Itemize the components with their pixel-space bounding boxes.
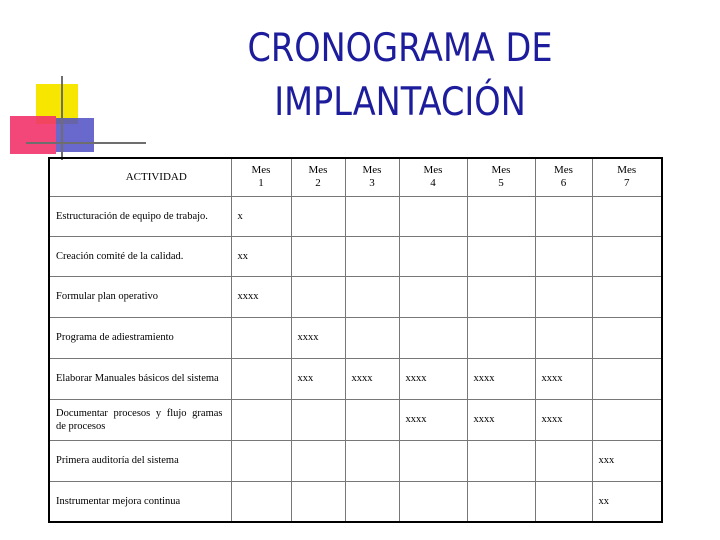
mark-cell xyxy=(231,317,291,358)
activity-cell: Estructuración de equipo de trabajo. xyxy=(49,196,231,236)
month-header-1: Mes 1 xyxy=(231,158,291,196)
mark-cell xyxy=(231,399,291,440)
mark-cell xyxy=(291,440,345,481)
activity-cell: Creación comité de la calidad. xyxy=(49,236,231,276)
month-header-4: Mes 4 xyxy=(399,158,467,196)
mark-cell xyxy=(535,481,592,522)
mark-cell xyxy=(291,236,345,276)
title-line-1: CRONOGRAMA DE xyxy=(247,26,553,71)
table-row xyxy=(49,440,662,481)
activity-cell: Documentar procesos y flujo gramas de procesos xyxy=(49,399,231,440)
activity-cell: Programa de adiestramiento xyxy=(49,317,231,358)
mark-cell: xxxx xyxy=(345,358,399,399)
mark-cell xyxy=(467,481,535,522)
mark-cell xyxy=(535,196,592,236)
mark-cell xyxy=(345,276,399,317)
month-header-5: Mes 5 xyxy=(467,158,535,196)
mark-cell xyxy=(592,276,662,317)
mark-cell: xxxx xyxy=(399,358,467,399)
mark-cell xyxy=(399,440,467,481)
mark-cell: x xyxy=(231,196,291,236)
decor-red-square xyxy=(10,116,56,154)
mark-cell xyxy=(345,399,399,440)
table-row xyxy=(49,399,662,440)
month-header-2: Mes 2 xyxy=(291,158,345,196)
mark-cell xyxy=(399,276,467,317)
month-header-7: Mes 7 xyxy=(592,158,662,196)
mark-cell xyxy=(592,196,662,236)
mark-cell xyxy=(399,317,467,358)
title-line-2: IMPLANTACIÓN xyxy=(274,80,526,125)
mark-cell xyxy=(231,358,291,399)
mark-cell xyxy=(345,196,399,236)
mark-cell xyxy=(399,236,467,276)
table-row xyxy=(49,196,662,236)
mark-cell xyxy=(345,317,399,358)
table-row xyxy=(49,358,662,399)
mark-cell xyxy=(231,440,291,481)
mark-cell xyxy=(535,440,592,481)
table-row xyxy=(49,481,662,522)
mark-cell xyxy=(291,276,345,317)
mark-cell xyxy=(592,236,662,276)
mark-cell: xxxx xyxy=(231,276,291,317)
mark-cell xyxy=(291,196,345,236)
mark-cell xyxy=(535,276,592,317)
table-row xyxy=(49,276,662,317)
mark-cell xyxy=(399,481,467,522)
mark-cell xyxy=(467,440,535,481)
activity-cell: Elaborar Manuales básicos del sistema xyxy=(49,358,231,399)
mark-cell xyxy=(345,440,399,481)
decor-horizontal-line xyxy=(26,142,146,144)
mark-cell xyxy=(535,236,592,276)
mark-cell xyxy=(592,358,662,399)
month-header-6: Mes 6 xyxy=(535,158,592,196)
activity-cell: Primera auditoría del sistema xyxy=(49,440,231,481)
page-title xyxy=(219,22,580,130)
table-row xyxy=(49,236,662,276)
mark-cell xyxy=(345,236,399,276)
mark-cell: xxxx xyxy=(399,399,467,440)
mark-cell xyxy=(535,317,592,358)
mark-cell: xx xyxy=(592,481,662,522)
mark-cell: xxx xyxy=(291,358,345,399)
header-row xyxy=(49,158,662,196)
decor-vertical-line xyxy=(61,76,63,160)
mark-cell: xxxx xyxy=(535,399,592,440)
activity-cell: Instrumentar mejora continua xyxy=(49,481,231,522)
mark-cell: xxx xyxy=(592,440,662,481)
mark-cell: xxxx xyxy=(467,399,535,440)
mark-cell xyxy=(399,196,467,236)
mark-cell xyxy=(231,481,291,522)
mark-cell xyxy=(291,481,345,522)
mark-cell xyxy=(467,276,535,317)
mark-cell xyxy=(592,317,662,358)
mark-cell: xx xyxy=(231,236,291,276)
table-row xyxy=(49,317,662,358)
activity-cell: Formular plan operativo xyxy=(49,276,231,317)
mark-cell: xxxx xyxy=(535,358,592,399)
mark-cell xyxy=(467,196,535,236)
activity-header: ACTIVIDAD xyxy=(49,158,231,196)
mark-cell xyxy=(291,399,345,440)
mark-cell xyxy=(467,236,535,276)
mark-cell xyxy=(592,399,662,440)
schedule-table xyxy=(48,157,663,523)
mark-cell xyxy=(345,481,399,522)
mark-cell xyxy=(467,317,535,358)
mark-cell: xxxx xyxy=(291,317,345,358)
mark-cell: xxxx xyxy=(467,358,535,399)
month-header-3: Mes 3 xyxy=(345,158,399,196)
